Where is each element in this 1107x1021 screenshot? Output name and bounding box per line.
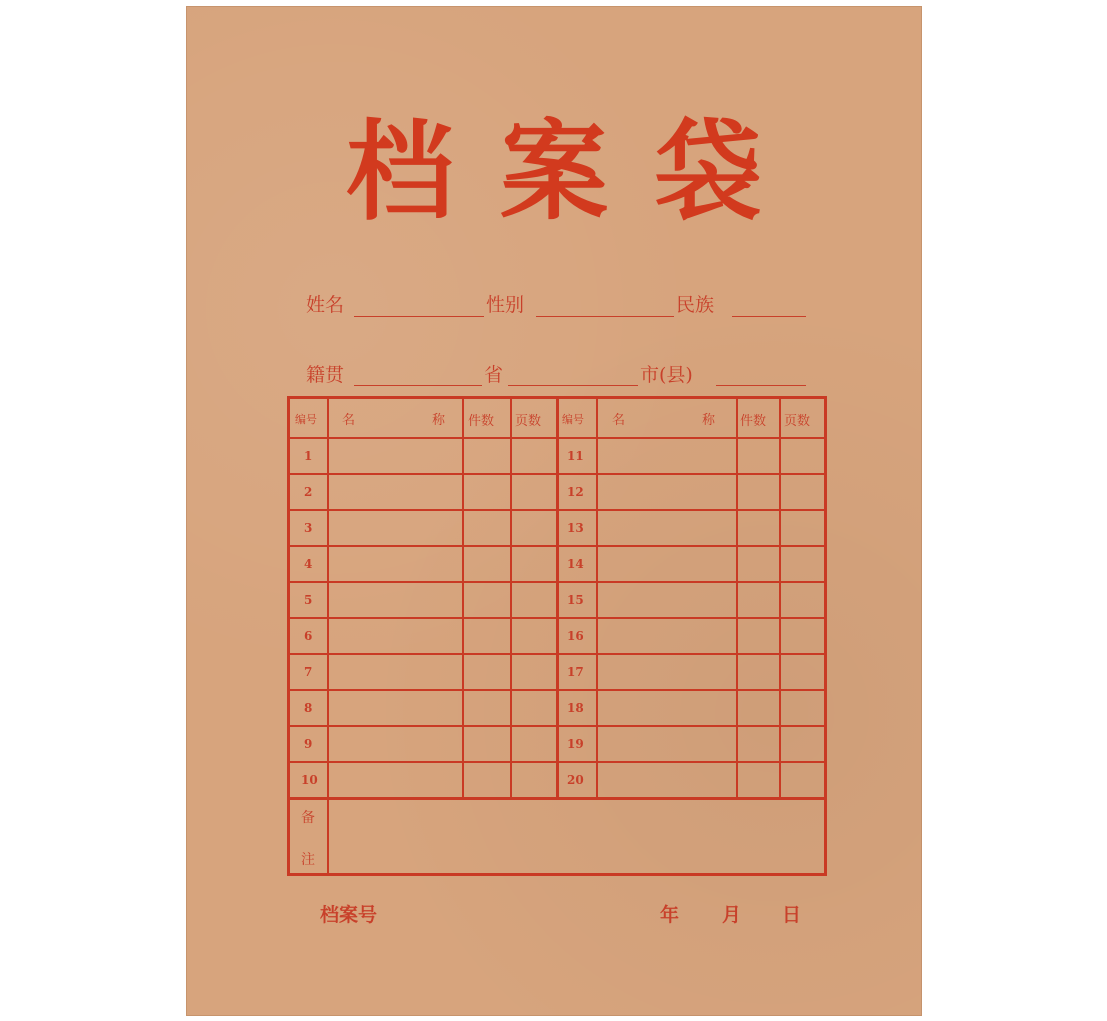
remarks-label-a: 备 (301, 810, 315, 826)
label-province: 省 (484, 364, 504, 386)
date-month-label: 月 (722, 904, 742, 926)
row-number: 16 (567, 629, 584, 643)
field-line-name[interactable] (354, 316, 484, 317)
header-name-a-right: 名 (612, 413, 626, 428)
field-line-province[interactable] (508, 385, 638, 386)
label-gender: 性别 (486, 294, 525, 316)
field-line-gender[interactable] (536, 316, 674, 317)
label-ethnicity: 民族 (676, 294, 715, 316)
col-divider (736, 399, 738, 799)
row-number: 13 (567, 521, 584, 535)
col-divider-center (556, 399, 559, 799)
row-divider (290, 689, 824, 691)
date-day-label: 日 (782, 904, 802, 926)
envelope-title (186, 109, 922, 235)
header-pages-right: 页数 (784, 414, 811, 429)
inventory-table (287, 396, 827, 876)
row-divider (290, 761, 824, 763)
col-divider (327, 399, 329, 799)
remarks-divider (327, 799, 329, 876)
header-pages-left: 页数 (515, 414, 542, 429)
row-number: 2 (304, 485, 313, 499)
row-number: 15 (567, 593, 584, 607)
row-divider (290, 617, 824, 619)
field-line-city[interactable] (716, 385, 806, 386)
row-divider (290, 437, 824, 439)
date-year-label: 年 (660, 904, 680, 926)
row-number: 8 (304, 701, 313, 715)
row-number: 9 (304, 737, 313, 751)
row-number: 19 (567, 737, 584, 751)
row-number: 1 (304, 449, 313, 463)
row-divider (290, 509, 824, 511)
header-no-left: 编号 (295, 413, 317, 426)
title-char-2: 案 (499, 109, 608, 235)
remarks-label-b: 注 (301, 852, 315, 868)
row-number: 17 (567, 665, 584, 679)
row-number: 6 (304, 629, 313, 643)
label-city: 市(县) (640, 364, 693, 386)
field-line-ethnicity[interactable] (732, 316, 806, 317)
archive-envelope (186, 6, 922, 1016)
row-divider (290, 581, 824, 583)
header-name-b-left: 称 (432, 413, 446, 428)
label-name: 姓名 (306, 294, 345, 316)
row-number: 18 (567, 701, 584, 715)
header-name-a-left: 名 (342, 413, 356, 428)
row-divider (290, 725, 824, 727)
col-divider (462, 399, 464, 799)
title-char-1: 档 (345, 109, 454, 235)
col-divider (596, 399, 598, 799)
row-number: 5 (304, 593, 313, 607)
row-number: 12 (567, 485, 584, 499)
label-native-place: 籍贯 (306, 364, 345, 386)
header-items-right: 件数 (740, 414, 767, 429)
row-number: 14 (567, 557, 584, 571)
row-divider (290, 653, 824, 655)
row-number: 3 (304, 521, 313, 535)
col-divider (779, 399, 781, 799)
header-no-right: 编号 (562, 413, 584, 426)
row-number: 11 (567, 449, 584, 463)
row-divider (290, 473, 824, 475)
title-char-3: 袋 (654, 109, 763, 235)
field-line-native-place[interactable] (354, 385, 482, 386)
remarks-area[interactable] (330, 800, 824, 873)
row-number: 10 (301, 773, 318, 787)
archive-number-label: 档案号 (320, 904, 378, 926)
row-number: 20 (567, 773, 584, 787)
header-items-left: 件数 (468, 414, 495, 429)
header-name-b-right: 称 (702, 413, 716, 428)
row-divider (290, 545, 824, 547)
row-number: 4 (304, 557, 313, 571)
col-divider (510, 399, 512, 799)
row-number: 7 (304, 665, 313, 679)
